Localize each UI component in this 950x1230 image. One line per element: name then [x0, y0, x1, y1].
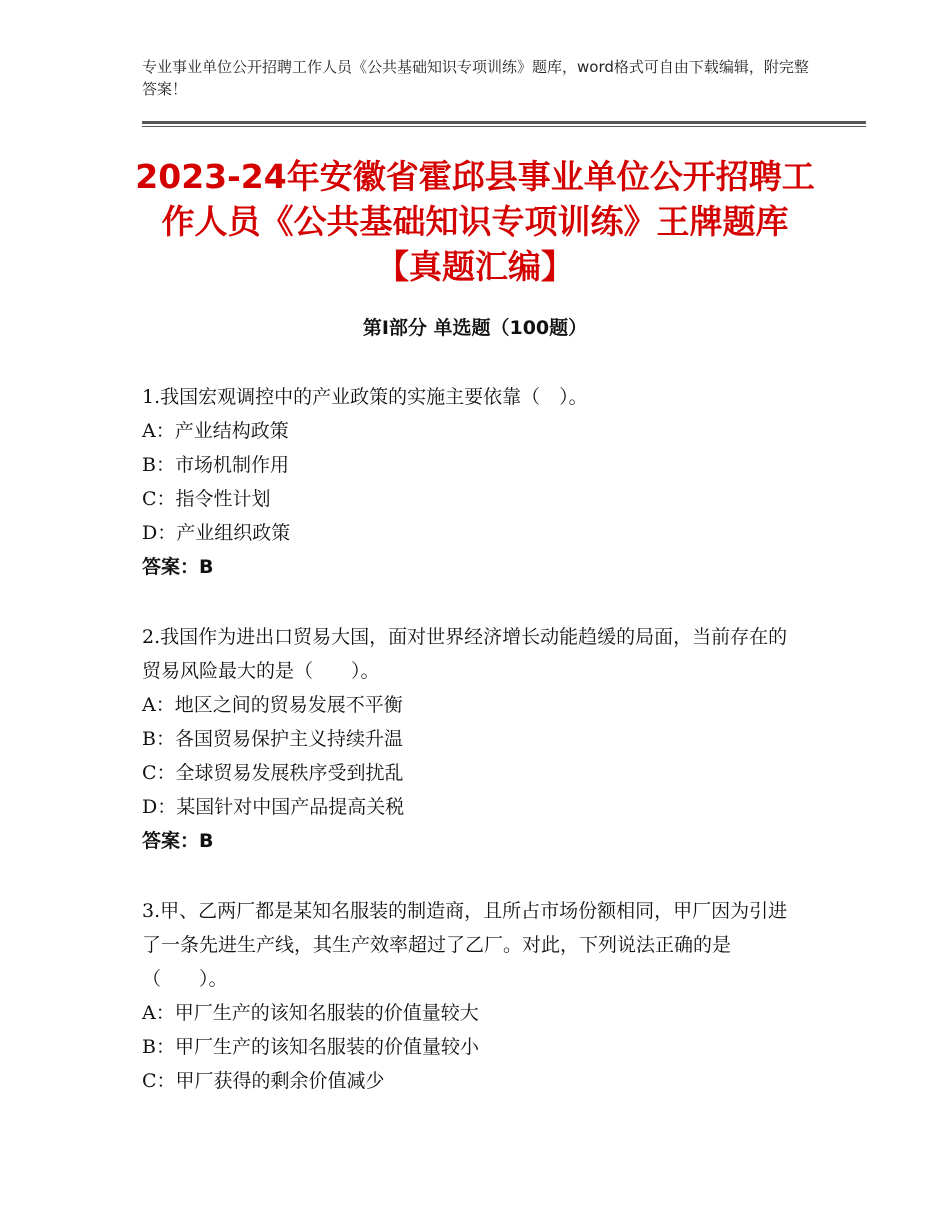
- option-a: A：甲厂生产的该知名服装的价值量较大: [142, 1002, 479, 1024]
- option-b: B：市场机制作用: [142, 454, 289, 476]
- option-c: C：指令性计划: [142, 488, 271, 510]
- option-b: B：各国贸易保护主义持续升温: [142, 728, 403, 750]
- document-title: 2023-24年安徽省霍邱县事业单位公开招聘工作人员《公共基础知识专项训练》王牌题库【真题汇编】: [135, 157, 815, 286]
- question-3: [142, 894, 802, 1098]
- question-text: 2.我国作为进出口贸易大国，面对世界经济增长动能趋缓的局面，当前存在的贸易风险最大的是（ ）。: [142, 626, 788, 682]
- option-d: D：某国针对中国产品提高关税: [142, 796, 405, 818]
- option-a: A：产业结构政策: [142, 420, 289, 442]
- option-d: D：产业组织政策: [142, 522, 291, 544]
- answer: 答案：B: [142, 830, 214, 852]
- header-note: 专业事业单位公开招聘工作人员《公共基础知识专项训练》题库，word格式可自由下载编辑，附完整答案！: [142, 58, 809, 98]
- option-c: C：全球贸易发展秩序受到扰乱: [142, 762, 404, 784]
- question-2: [142, 620, 802, 858]
- answer: 答案：B: [142, 556, 214, 578]
- question-1: [142, 380, 802, 584]
- option-a: A：地区之间的贸易发展不平衡: [142, 694, 403, 716]
- question-text: 1.我国宏观调控中的产业政策的实施主要依靠（ ）。: [142, 386, 588, 408]
- option-c: C：甲厂获得的剩余价值减少: [142, 1070, 385, 1092]
- header-rule-thick: [142, 121, 866, 124]
- option-b: B：甲厂生产的该知名服装的价值量较小: [142, 1036, 479, 1058]
- header-rule-thin: [142, 126, 866, 127]
- question-text: 3.甲、乙两厂都是某知名服装的制造商，且所占市场份额相同，甲厂因为引进了一条先进生产线，其生产效率超过了乙厂。对此，下列说法正确的是（ ）。: [142, 900, 788, 990]
- section-heading: 第I部分 单选题（100题）: [362, 317, 588, 339]
- question-list: [142, 380, 802, 1134]
